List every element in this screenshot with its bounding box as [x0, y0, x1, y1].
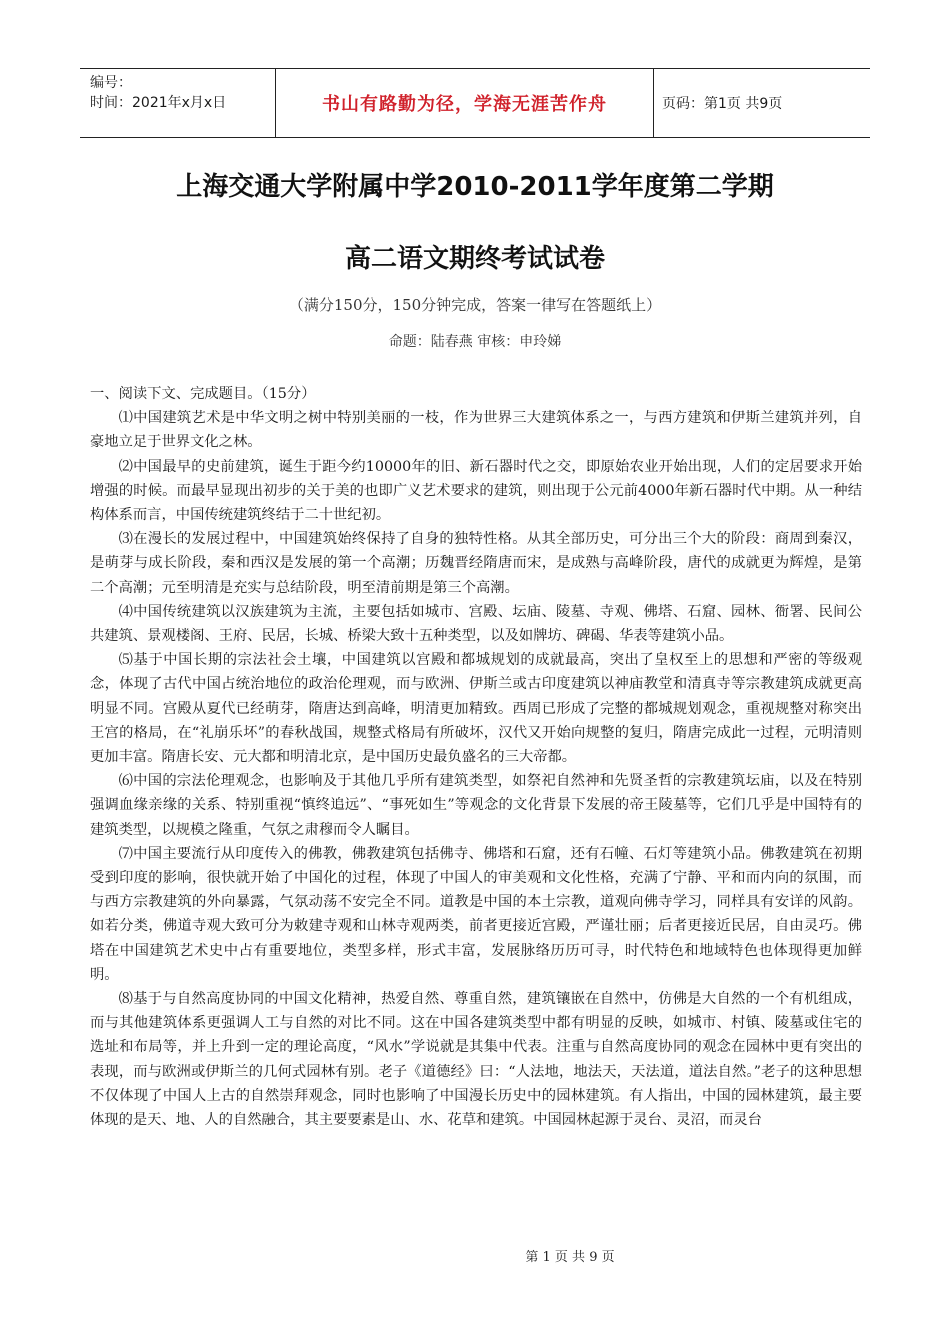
document-title-line1: 上海交通大学附属中学2010-2011学年度第二学期	[176, 172, 774, 202]
paragraph: ⑴中国建筑艺术是中华文明之树中特别美丽的一枝，作为世界三大建筑体系之一，与西方建筑和伊斯兰建筑并列，自豪地立足于世界文化之林。	[90, 410, 862, 451]
page-footer: 第 1 页 共 9 页	[525, 1250, 615, 1265]
paragraph: ⑺中国主要流行从印度传入的佛教，佛教建筑包括佛寺、佛塔和石窟，还有石幢、石灯等建筑小品。佛教建筑在初期受到印度的影响，很快就开始了中国化的过程，体现了中国人的审美观和文化性格，充满了宁静、平和而内向的氛围，而与西方宗教建筑的外向暴露，气氛动荡不安完全不同。道教是中国的本土宗教，道观向佛寺学习，同样具有安详的风韵。如若分类，佛道寺观大致可分为敕建寺观和山林寺观两类，前者更接近宫殿，严谨壮丽；后者更接近民居，自由灵巧。佛塔在中国建筑艺术史中占有重要地位，类型多样，形式丰富，发展脉络历历可寻，时代特色和地域特色也体现得更加鲜明。	[90, 845, 862, 983]
paragraph: ⑸基于中国长期的宗法社会土壤，中国建筑以宫殿和都城规划的成就最高，突出了皇权至上的思想和严密的等级观念，体现了古代中国占统治地位的政治伦理观，而与欧洲、伊斯兰或古印度建筑以神庙教堂和清真寺等宗教建筑成就更高明显不同。宫殿从夏代已经萌芽，隋唐达到高峰，明清更加精致。西周已形成了完整的都城规划观念，重视规整对称突出王宫的格局，在“礼崩乐坏”的春秋战国，规整式格局有所破坏，汉代又开始向规整的复归，隋唐完成此一过程，元明清则更加丰富。隋唐长安、元大都和明清北京，是中国历史最负盛名的三大帝都。	[90, 652, 862, 766]
exam-authors: 命题：陆春燕 审核：申玲娣	[388, 334, 562, 350]
paragraph: ⑵中国最早的史前建筑，诞生于距今约10000年的旧、新石器时代之交，即原始农业开始出现，人们的定居要求开始增强的时候。而最早显现出初步的关于美的也即广义艺术要求的建筑，则出现于公元前4000年新石器时代中期。从一种结构体系而言，中国传统建筑终结于二十世纪初。	[90, 458, 862, 524]
paragraph: ⑶在漫长的发展过程中，中国建筑始终保持了自身的独特性格。从其全部历史，可分出三个大的阶段：商周到秦汉，是萌芽与成长阶段，秦和西汉是发展的第一个高潮；历魏晋经隋唐而宋，是成熟与高峰阶段，唐代的成就更为辉煌，是第二个高潮；元至明清是充实与总结阶段，明至清前期是第三个高潮。	[90, 531, 862, 596]
document-body	[90, 382, 862, 1132]
section-heading: 一、阅读下文、完成题目。（15分）	[90, 386, 316, 402]
paragraph: ⑻基于与自然高度协同的中国文化精神，热爱自然、尊重自然，建筑镶嵌在自然中，仿佛是大自然的一个有机组成，而与其他建筑体系更强调人工与自然的对比不同。这在中国各建筑类型中都有明显的反映，如城市、村镇、陵墓或住宅的选址和布局等，并上升到一定的理论高度，“风水”学说就是其集中代表。注重与自然高度协同的观念在园林中更有突出的表现，而与欧洲或伊斯兰的几何式园林有别。老子《道德经》曰：“人法地，地法天，天法道，道法自然。”老子的这种思想不仅体现了中国人上古的自然崇拜观念，同时也影响了中国漫长历史中的园林建筑。有人指出，中国的园林建筑，最主要体现的是天、地、人的自然融合，其主要要素是山、水、花草和建筑。中国园林起源于灵台、灵沼，而灵台	[90, 991, 862, 1129]
page-header	[80, 68, 870, 138]
header-meta	[80, 69, 276, 137]
exam-instructions: （满分150分，150分钟完成，答案一律写在答题纸上）	[288, 296, 662, 314]
page-info-text: 页码：第1页 共9页	[662, 96, 783, 112]
header-page-info	[654, 69, 870, 137]
paragraph: ⑷中国传统建筑以汉族建筑为主流，主要包括如城市、宫殿、坛庙、陵墓、寺观、佛塔、石窟、园林、衙署、民间公共建筑、景观楼阁、王府、民居，长城、桥梁大致十五种类型，以及如牌坊、碑碣、华表等建筑小品。	[90, 603, 862, 645]
motto-text: 书山有路勤为径，学海无涯苦作舟	[322, 94, 607, 115]
document-title-line2: 高二语文期终考试试卷	[344, 244, 605, 274]
number-label: 编号：	[90, 75, 132, 91]
date-label: 时间：2021年x月x日	[90, 95, 227, 111]
paragraph: ⑹中国的宗法伦理观念，也影响及于其他几乎所有建筑类型，如祭祀自然神和先贤圣哲的宗教建筑坛庙，以及在特别强调血缘亲缘的关系、特别重视“慎终追远”、“事死如生”等观念的文化背景下发展的帝王陵墓等，它们几乎是中国特有的建筑类型，以规模之隆重，气氛之肃穆而令人瞩目。	[90, 773, 862, 838]
header-motto	[276, 69, 654, 137]
